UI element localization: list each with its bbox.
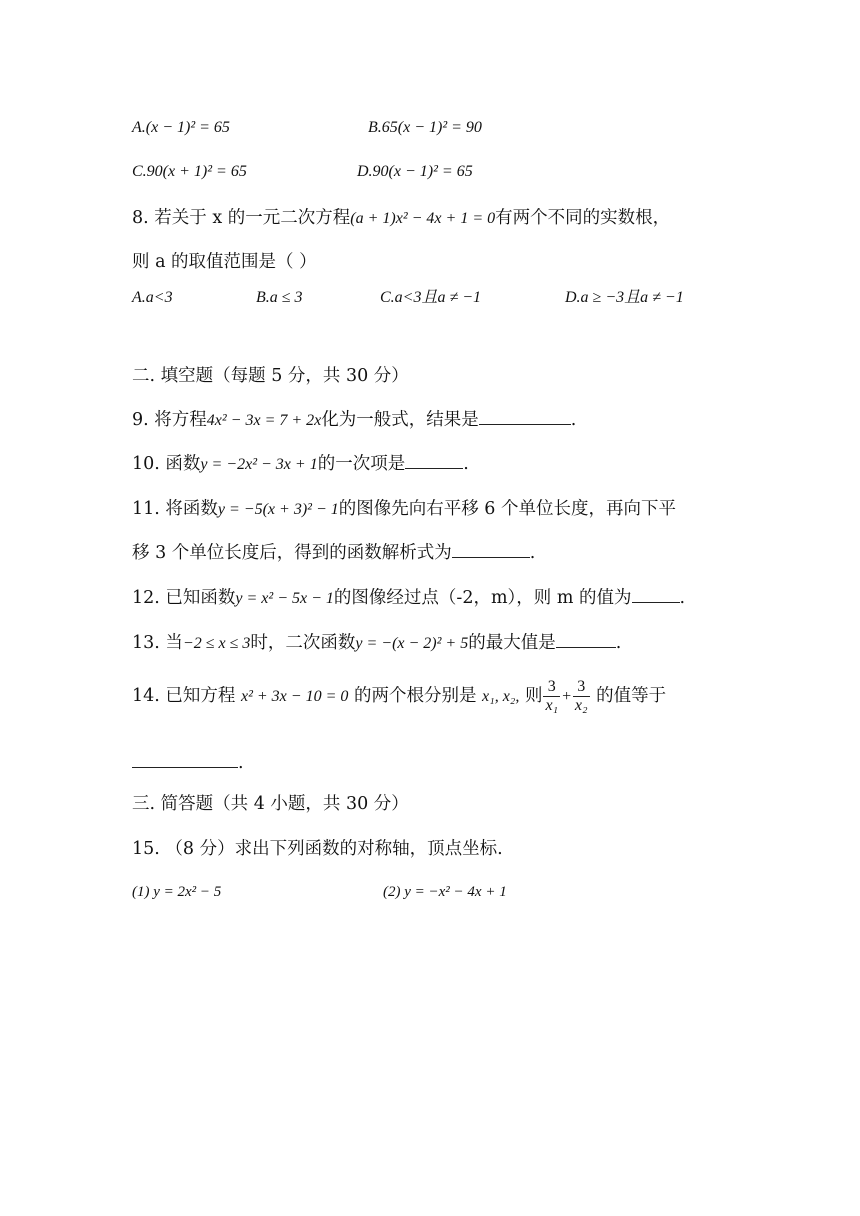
q14-answer-blank xyxy=(132,766,238,768)
q8-equation: (a + 1)x² − 4x + 1 = 0 xyxy=(350,210,496,227)
q11-end: . xyxy=(529,543,536,563)
q10-suffix: 的一次项是 xyxy=(317,454,406,474)
q11-answer-blank xyxy=(452,556,530,558)
q11-suffix: 的图像先向右平移 6 个单位长度，再向下平 xyxy=(338,499,677,519)
q13-equation: y = −(x − 2)² + 5 xyxy=(355,635,469,652)
q10-equation: y = −2x² − 3x + 1 xyxy=(200,456,318,473)
q8-line1 xyxy=(132,206,670,231)
q13-suffix: 的最大值是 xyxy=(468,633,556,653)
q12-prefix: 12. 已知函数 xyxy=(132,588,236,608)
section-3-heading: 三. 简答题（共 4 小题，共 30 分） xyxy=(132,794,409,814)
q9-end: . xyxy=(570,410,577,430)
q7-option-d: D.90(x − 1)² = 65 xyxy=(357,163,473,180)
q14-denominator-1: x₁ xyxy=(545,697,559,714)
section-2-heading: 二. 填空题（每题 5 分，共 30 分） xyxy=(132,366,409,386)
q13-end: . xyxy=(615,633,622,653)
q12-suffix: 的图像经过点（-2，m），则 m 的值为 xyxy=(333,588,632,608)
q14 xyxy=(132,676,666,717)
q14-then: 则 xyxy=(524,686,543,706)
q8-line2: 则 a 的取值范围是（ ） xyxy=(132,252,317,272)
q11-line2-text: 移 3 个单位长度后，得到的函数解析式为 xyxy=(132,543,452,563)
q14-prefix: 14. 已知方程 xyxy=(132,686,236,706)
q14-plus: + xyxy=(561,688,572,705)
q8-option-c: C.a<3且a ≠ −1 xyxy=(380,289,482,306)
q8-option-d: D.a ≥ −3且a ≠ −1 xyxy=(565,289,684,306)
q10-end: . xyxy=(463,454,469,474)
q14-equation: x² + 3x − 10 = 0 xyxy=(240,688,349,705)
q15-part-1: (1) y = 2x² − 5 xyxy=(132,884,222,900)
q13-answer-blank xyxy=(556,646,616,648)
q7-option-a: A.(x − 1)² = 65 xyxy=(132,119,230,136)
q14-roots: x₁, x₂, xyxy=(482,688,520,705)
q12 xyxy=(132,586,685,611)
q9-suffix: 化为一般式，结果是 xyxy=(321,410,479,430)
q10-answer-blank xyxy=(405,467,463,469)
q12-answer-blank xyxy=(632,601,680,603)
q14-answer-line xyxy=(132,751,244,775)
q14-fraction-1 xyxy=(543,678,560,715)
q7-option-b: B.65(x − 1)² = 90 xyxy=(368,119,482,136)
q11-line1 xyxy=(132,497,676,522)
q13 xyxy=(132,631,621,656)
q13-prefix: 13. 当 xyxy=(132,633,183,653)
q14-denominator-2: x₂ xyxy=(574,697,588,714)
q14-numerator-2: 3 xyxy=(573,678,590,697)
q8-option-b: B.a ≤ 3 xyxy=(256,289,303,306)
q8-suffix: 有两个不同的实数根， xyxy=(495,208,671,228)
q14-end: . xyxy=(238,753,244,773)
q9 xyxy=(132,408,576,433)
q11-equation: y = −5(x + 3)² − 1 xyxy=(217,501,339,518)
q8-option-a: A.a<3 xyxy=(132,289,173,306)
q14-fraction-2 xyxy=(573,678,590,715)
q13-middle: 时，二次函数 xyxy=(250,633,356,653)
q9-equation: 4x² − 3x = 7 + 2x xyxy=(206,412,322,429)
q11-prefix: 11. 将函数 xyxy=(132,499,218,519)
q12-end: . xyxy=(679,588,686,608)
q7-option-c: C.90(x + 1)² = 65 xyxy=(132,163,247,180)
q14-suffix: 的值等于 xyxy=(596,686,667,706)
q9-answer-blank xyxy=(479,423,571,425)
q14-middle: 的两个根分别是 xyxy=(353,686,477,706)
q15: 15. （8 分）求出下列函数的对称轴，顶点坐标. xyxy=(132,839,503,859)
q13-condition: −2 ≤ x ≤ 3 xyxy=(182,635,251,652)
q11-line2 xyxy=(132,541,535,565)
q8-prefix: 8. 若关于 x 的一元二次方程 xyxy=(132,208,351,228)
q14-numerator-1: 3 xyxy=(543,678,560,697)
q12-equation: y = x² − 5x − 1 xyxy=(235,590,334,607)
q10 xyxy=(132,452,469,477)
q9-prefix: 9. 将方程 xyxy=(132,410,207,430)
q10-prefix: 10. 函数 xyxy=(132,454,201,474)
q15-part-2: (2) y = −x² − 4x + 1 xyxy=(383,884,507,900)
